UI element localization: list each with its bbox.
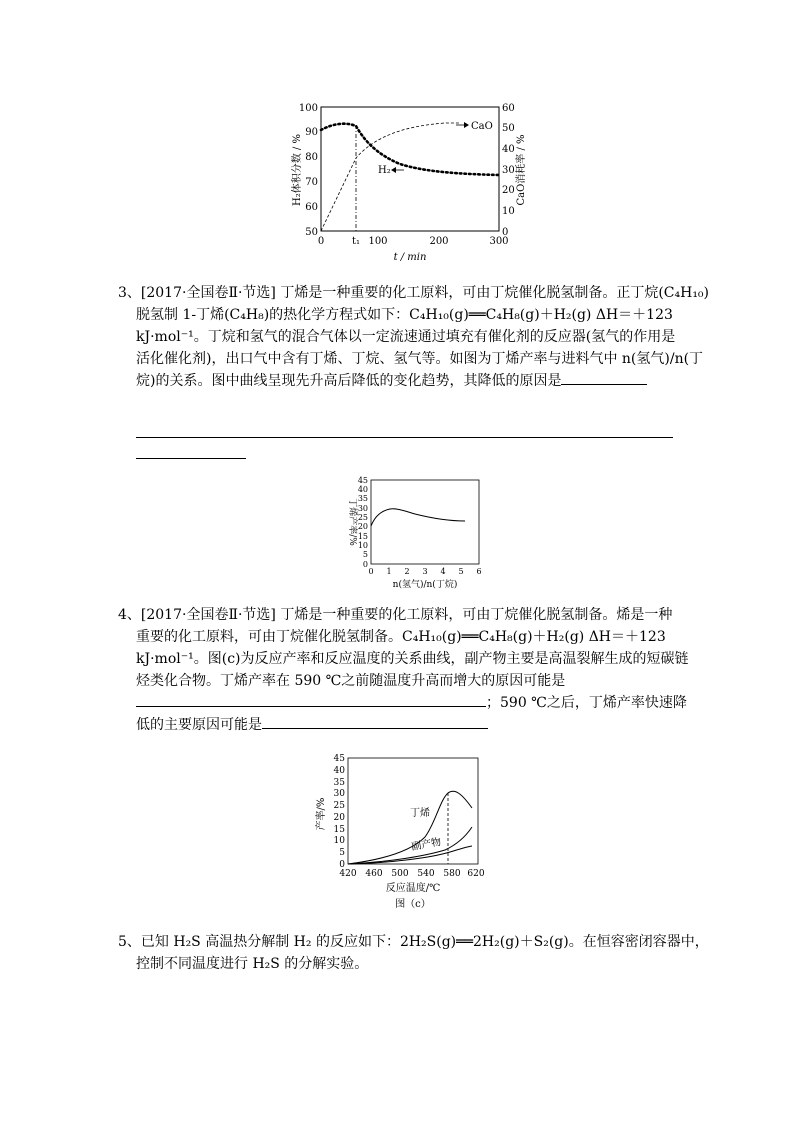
y-tick: 25	[333, 801, 345, 811]
y-tick: 15	[333, 825, 345, 835]
x-tick: 0	[317, 236, 325, 247]
q3-line-2: 脱氢制 1-丁烯(C₄H₈)的热化学方程式如下：C₄H₁₀(g)══C₄H₈(g)＋H₂(g) ΔH＝＋123	[136, 307, 673, 323]
left-tick: 80	[305, 152, 318, 163]
butene-yield-curve	[371, 509, 465, 526]
q4-line-1: 4、[2017·全国卷Ⅱ·节选] 丁烯是一种重要的化工原料，可由丁烷催化脱氢制备。烯是一种	[118, 607, 673, 623]
q4-answer-blank-2[interactable]	[262, 714, 488, 729]
x-tick: 460	[365, 869, 383, 879]
y-tick: 20	[333, 813, 345, 823]
q4-line-2: 重要的化工原料，可由丁烷催化脱氢制备。C₄H₁₀(g)══C₄H₈(g)＋H₂(g) ΔH＝＋123	[136, 629, 666, 645]
y-tick: 10	[357, 541, 368, 550]
y-axis-label: 丁烯产率/%	[347, 498, 357, 546]
y-tick: 0	[339, 860, 345, 870]
left-tick: 50	[305, 227, 318, 238]
y-tick: 45	[357, 476, 368, 485]
x-tick: 6	[476, 567, 482, 576]
x-tick: 1	[386, 567, 392, 576]
q5-line-1: 5、已知 H₂S 高温热分解制 H₂ 的反应如下：2H₂S(g)══2H₂(g)＋S₂(g)。在恒容密闭容器中，	[118, 934, 709, 950]
left-tick: 100	[298, 103, 318, 114]
butene-curve	[348, 791, 472, 864]
question-3	[118, 282, 710, 392]
q4-line-6: 低的主要原因可能是	[136, 717, 262, 733]
cao-curve	[321, 123, 460, 231]
q3-line-3: kJ·mol⁻¹。丁烷和氢气的混合气体以一定流速通过填充有催化剂的反应器(氢气的作用是	[136, 329, 676, 345]
q4-line-3: kJ·mol⁻¹。图(c)为反应产率和反应温度的关系曲线，副产物主要是高温裂解生成的短碳链	[136, 651, 689, 667]
butene-label: 丁烯	[410, 808, 430, 819]
q3-answer-blank[interactable]	[561, 370, 647, 385]
x-ticks	[368, 567, 481, 576]
question-5	[118, 931, 709, 975]
x-tick: 540	[417, 869, 435, 879]
right-tick: 10	[502, 206, 515, 217]
q3-line-4: 活化催化剂)，出口气中含有丁烯、丁烷、氢气等。如图为丁烯产率与进料气中 n(氢气)/n(丁	[136, 351, 704, 367]
y-tick: 5	[362, 550, 368, 559]
right-ticks	[502, 103, 515, 238]
q4-line-5-tail: ；590 ℃之后，丁烯产率快速降	[486, 695, 687, 711]
left-tick: 60	[305, 202, 318, 213]
y-tick: 20	[357, 522, 368, 531]
x-ticks	[318, 236, 509, 247]
figure-butene-yield-ratio	[335, 474, 487, 596]
right-axis-label: CaO消耗率 / %	[516, 134, 527, 206]
y-tick: 0	[362, 560, 368, 569]
x-tick: 420	[339, 869, 357, 879]
x-axis-label: 反应温度/℃	[385, 883, 441, 894]
byproduct-curve-upper	[348, 827, 472, 864]
x-tick: 3	[422, 567, 428, 576]
y-tick: 30	[333, 789, 345, 799]
q3-line-5: 烷)的关系。图中曲线呈现先升高后降低的变化趋势，其降低的原因是	[136, 373, 562, 389]
x-tick: t₁	[351, 236, 361, 247]
right-tick: 0	[502, 227, 509, 238]
h2-label: H₂	[378, 165, 391, 176]
x-ticks	[339, 869, 484, 879]
question-4	[118, 604, 689, 736]
h2-arrow-head	[391, 167, 396, 173]
x-tick: 580	[443, 869, 461, 879]
left-axis-label: H₂体积分数 / %	[292, 134, 303, 206]
x-tick: 0	[368, 567, 374, 576]
figure-h2-cao-chart	[280, 98, 530, 266]
x-tick: 4	[440, 567, 446, 576]
y-tick: 35	[357, 494, 368, 503]
right-tick: 60	[502, 103, 515, 114]
x-axis-label: t / min	[393, 252, 427, 263]
y-tick: 25	[357, 513, 368, 522]
x-axis-label: n(氢气)/n(丁烷)	[392, 580, 458, 590]
figure-caption: 图（c）	[395, 899, 431, 910]
q3-answer-line-2[interactable]	[136, 437, 673, 438]
q3-answer-line-3[interactable]	[136, 458, 246, 459]
cao-arrow-head	[464, 122, 469, 128]
y-tick: 40	[333, 766, 345, 776]
x-tick: 300	[489, 236, 509, 247]
q4-answer-blank-1[interactable]	[136, 692, 486, 707]
x-tick: 500	[391, 869, 409, 879]
y-tick: 40	[357, 485, 368, 494]
right-tick: 40	[502, 144, 515, 155]
x-tick: 620	[467, 869, 485, 879]
right-tick: 50	[502, 123, 515, 134]
q5-line-2: 控制不同温度进行 H₂S 的分解实验。	[136, 956, 369, 972]
x-tick: 2	[404, 567, 410, 576]
x-tick: 100	[368, 236, 388, 247]
y-tick: 10	[333, 836, 345, 846]
y-ticks	[358, 476, 368, 569]
y-tick: 15	[357, 532, 368, 541]
figure-c-yield-temperature	[310, 752, 485, 912]
y-tick: 35	[333, 778, 345, 788]
cao-label: CaO	[471, 121, 493, 132]
plot-frame	[371, 480, 479, 564]
y-tick: 30	[357, 504, 368, 513]
right-tick: 30	[502, 165, 515, 176]
y-tick: 45	[333, 754, 345, 764]
q3-line-1: 3、[2017·全国卷Ⅱ·节选] 丁烯是一种重要的化工原料，可由丁烷催化脱氢制备。正丁烷(C₄H₁₀)	[118, 285, 710, 301]
left-tick: 70	[305, 177, 318, 188]
y-tick: 5	[339, 848, 345, 858]
y-axis-label: 产率/%	[316, 797, 327, 831]
left-tick: 90	[305, 127, 318, 138]
x-tick: 5	[458, 567, 464, 576]
q4-line-4: 烃类化合物。丁烯产率在 590 ℃之前随温度升高而增大的原因可能是	[136, 673, 566, 689]
right-tick: 20	[502, 185, 515, 196]
y-ticks	[334, 754, 346, 870]
byproduct-label: 副产物	[410, 836, 443, 853]
x-tick: 200	[429, 236, 449, 247]
